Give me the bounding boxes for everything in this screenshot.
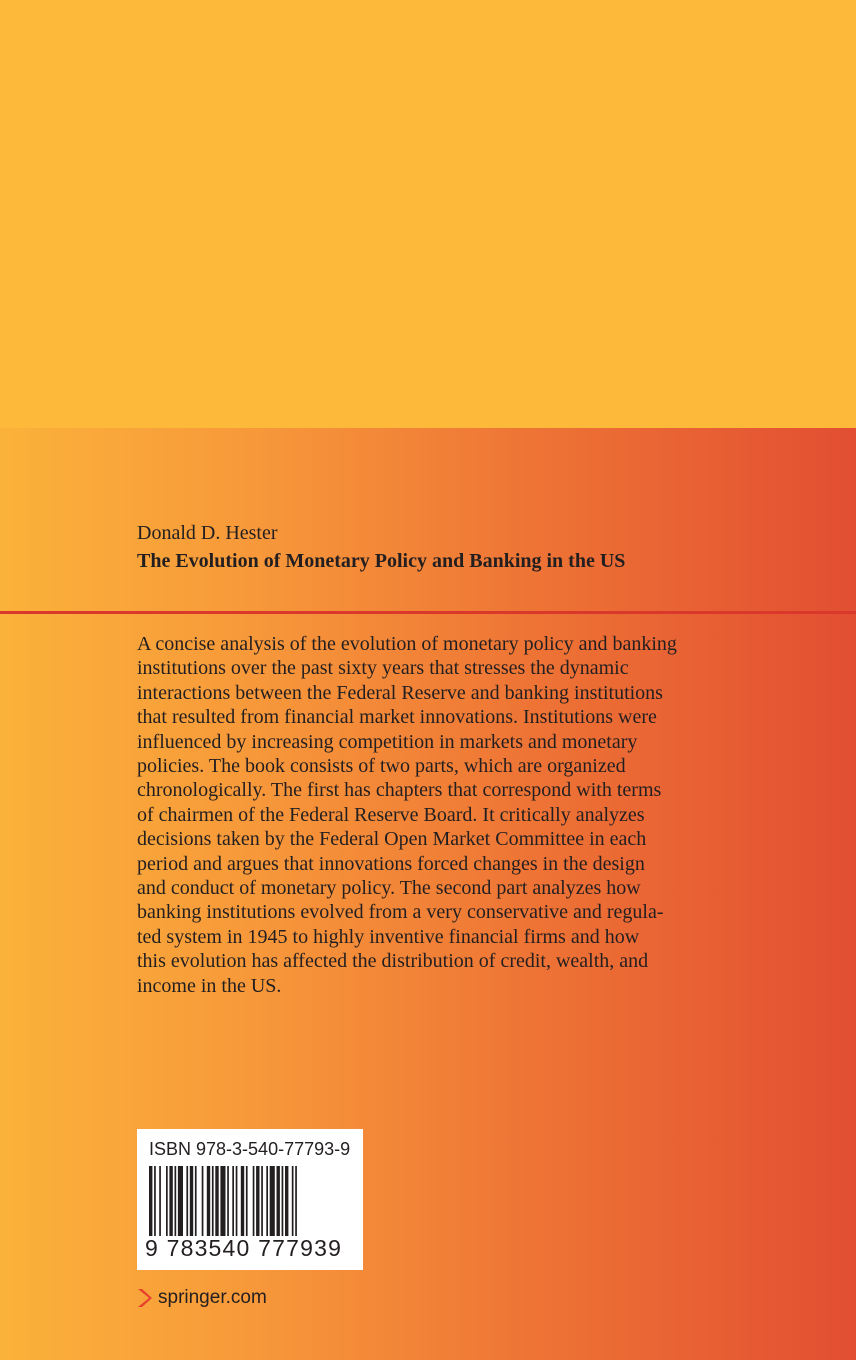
author-name: Donald D. Hester [137,522,278,544]
blurb-line: A concise analysis of the evolution of monetary policy and banking [137,633,677,655]
barcode-bar [212,1166,214,1236]
barcode-bar [282,1166,284,1236]
barcode-digits: 9 783540 777939 [145,1235,343,1261]
barcode-bar [178,1166,183,1236]
barcode-bar [220,1166,225,1236]
barcode-bar [285,1166,288,1236]
barcode-bar [246,1166,248,1236]
barcode-bar [270,1166,275,1236]
blurb-line: income in the US. [137,974,282,997]
chevron-right-icon [136,1287,152,1309]
divider-rule [0,611,856,614]
blurb-line: that resulted from financial market innovations. Institutions were [137,706,657,729]
barcode-bar [159,1166,161,1236]
blurb-line: banking institutions evolved from a very conservative and regula- [137,901,664,924]
blurb-line: chronologically. The first has chapters that correspond with terms [137,779,662,802]
barcode-bar [232,1166,234,1236]
publisher-url: springer.com [158,1287,267,1308]
blurb-line: interactions between the Federal Reserve and banking institutions [137,681,663,704]
blurb-line: this evolution has affected the distribution of credit, wealth, and [137,950,649,973]
blurb-line: ted system in 1945 to highly inventive financial firms and how [137,925,640,948]
barcode-bar [256,1166,259,1236]
barcode-bar [202,1166,204,1236]
blurb-line: influenced by increasing competition in markets and monetary [137,730,638,753]
barcode-bar [241,1166,244,1236]
barcode-bar [175,1166,177,1236]
barcode-bar [295,1166,297,1236]
isbn-barcode-box [137,1129,363,1270]
blurb-line: period and argues that innovations forced changes in the design [137,852,645,875]
barcode-bar [261,1166,263,1236]
barcode-bar [195,1166,197,1236]
blurb-line: policies. The book consists of two parts, which are organized [137,755,626,778]
blurb-line: decisions taken by the Federal Open Market Committee in each [137,828,647,851]
publisher-link[interactable] [136,1287,267,1309]
barcode-bar [169,1166,172,1236]
barcode-bar [190,1166,193,1236]
barcode-bar [154,1166,156,1236]
barcode-bar [236,1166,238,1236]
barcode-bar [207,1166,210,1236]
barcode-bar [227,1166,229,1236]
blurb-line: of chairmen of the Federal Reserve Board. It critically analyzes [137,803,645,826]
book-title: The Evolution of Monetary Policy and Banking in the US [137,550,626,572]
barcode-bar [253,1166,255,1236]
barcode-bar [186,1166,188,1236]
barcode-bar [215,1166,218,1236]
barcode-bar [277,1166,280,1236]
barcode-bar [149,1166,152,1236]
barcode-bar [166,1166,168,1236]
cover-top-panel [0,0,856,428]
barcode-bar [292,1166,294,1236]
barcode [149,1166,351,1236]
blurb-line: and conduct of monetary policy. The second part analyzes how [137,877,641,900]
book-description [137,632,737,998]
isbn-label: ISBN 978-3-540-77793-9 [149,1139,351,1159]
barcode-bar [266,1166,268,1236]
blurb-line: institutions over the past sixty years that stresses the dynamic [137,657,629,680]
